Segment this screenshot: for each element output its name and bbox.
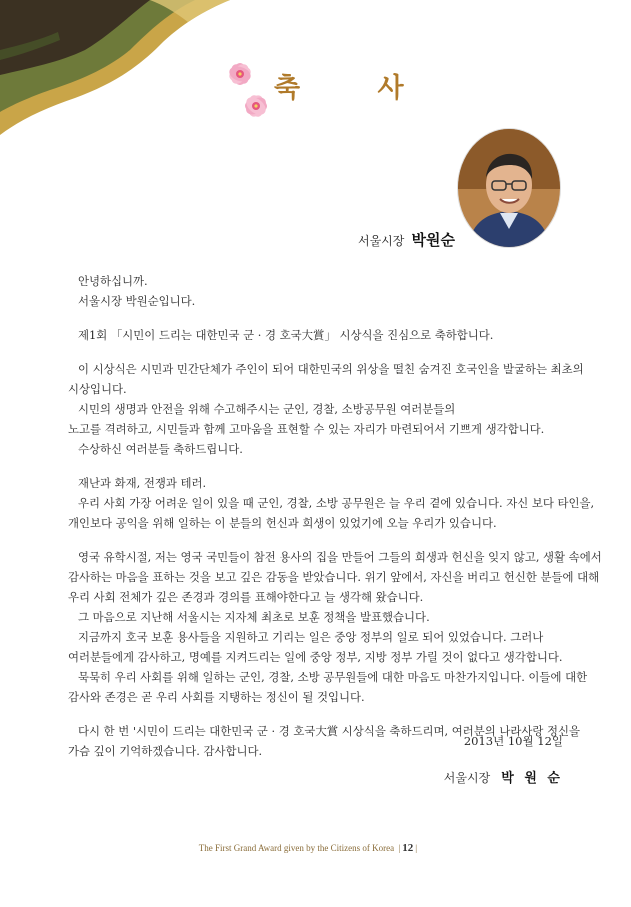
paragraph-line: 재난과 화재, 전쟁과 테러. (78, 476, 207, 490)
author-role: 서울시장 (443, 771, 491, 785)
page-title-block (222, 56, 438, 136)
paragraph-line: 개인보다 공익을 위해 일하는 이 분들의 헌신과 희생이 있었기에 오늘 우리가 있습니다. (68, 516, 497, 530)
paragraph-line: 가슴 깊이 기억하겠습니다. 감사합니다. (68, 744, 263, 758)
author-signature-top (358, 229, 455, 250)
greeting-line: 안녕하십니까. (78, 274, 148, 288)
paragraph-line: 시민의 생명과 안전을 위해 수고해주시는 군인, 경찰, 소방공무원 여러분들의 (78, 402, 456, 416)
paragraph-line: 감사와 존경은 곧 우리 사회를 지탱하는 정신이 될 것입니다. (68, 690, 365, 704)
author-name: 박원순 (411, 231, 455, 249)
paragraph-line: 여러분들에게 감사하고, 명예를 지켜드리는 일에 중앙 정부, 지방 정부 가릴 것이 없다고 생각합니다. (68, 650, 563, 664)
paragraph-line: 지금까지 호국 보훈 용사들을 지원하고 기리는 일은 중앙 정부의 일로 되어 있었습니다. 그러나 (78, 630, 544, 644)
paragraph-line: 감사하는 마음을 표하는 것을 보고 깊은 감동을 받았습니다. 위기 앞에서, 자신을 버리고 헌신한 분들에 대해 (68, 570, 600, 584)
author-role: 서울시장 (358, 234, 405, 248)
portrait-photo (458, 129, 560, 247)
footer-text: The First Grand Award given by the Citizens of Korea (198, 843, 395, 853)
paragraph-line: 우리 사회 전체가 깊은 존경과 경의를 표해야한다고 늘 생각해 왔습니다. (68, 590, 424, 604)
page-title: 축 사 (274, 73, 438, 104)
paragraph-line: 그 마음으로 지난해 서울시는 지자체 최초로 보훈 정책을 발표했습니다. (78, 610, 430, 624)
paragraph-line: 제1회 「시민이 드리는 대한민국 군 · 경 호국大賞」 시상식을 진심으로 축하합니다. (78, 328, 494, 342)
flower-icon (222, 56, 258, 92)
paragraph-line: 다시 한 번 '시민이 드리는 대한민국 군 · 경 호국大賞 시상식을 축하드리며, 여러분의 나라사랑 정신을 (78, 724, 580, 738)
letter-date: 2013년 10월 12일 (463, 734, 563, 748)
paragraph-line: 영국 유학시절, 저는 영국 국민들이 참전 용사의 집을 만들어 그들의 희생과 헌신을 잊지 않고, 생활 속에서 (78, 550, 602, 564)
paragraph-3 (68, 473, 595, 533)
paragraph-2 (68, 359, 584, 459)
author-signature-bottom (444, 767, 563, 786)
paragraph-line: 시상입니다. (68, 382, 127, 396)
paragraph-1 (68, 325, 564, 345)
paragraph-line: 수상하신 여러분들 축하드립니다. (78, 442, 243, 456)
paragraph-4 (68, 547, 602, 707)
paragraph-line: 노고를 격려하고, 시민들과 함께 고마움을 표현할 수 있는 자리가 마련되어서 기쁘게 생각합니다. (68, 422, 545, 436)
person-portrait-icon (458, 129, 560, 247)
corner-decoration (0, 0, 230, 135)
letter-body (68, 271, 602, 761)
paragraph-line: 이 시상식은 시민과 민간단체가 주인이 되어 대한민국의 위상을 떨친 숨겨진 호국인을 발굴하는 최초의 (78, 362, 584, 376)
author-name: 박 원 순 (501, 771, 563, 786)
page-footer: The First Grand Award given by the Citizens of Korea | 12 | (198, 842, 417, 854)
paragraph-line: 우리 사회 가장 어려운 일이 있을 때 군인, 경찰, 소방 공무원은 늘 우리 곁에 있습니다. 자신 보다 타인을, (78, 496, 595, 510)
greeting-paragraph (68, 271, 564, 311)
flower-icon (238, 88, 274, 124)
greeting-line: 서울시장 박원순입니다. (78, 294, 196, 308)
paragraph-line: 묵묵히 우리 사회를 위해 일하는 군인, 경찰, 소방 공무원들에 대한 마음도 마찬가지입니다. 이들에 대한 (78, 670, 588, 684)
page-number: 12 (402, 842, 414, 854)
